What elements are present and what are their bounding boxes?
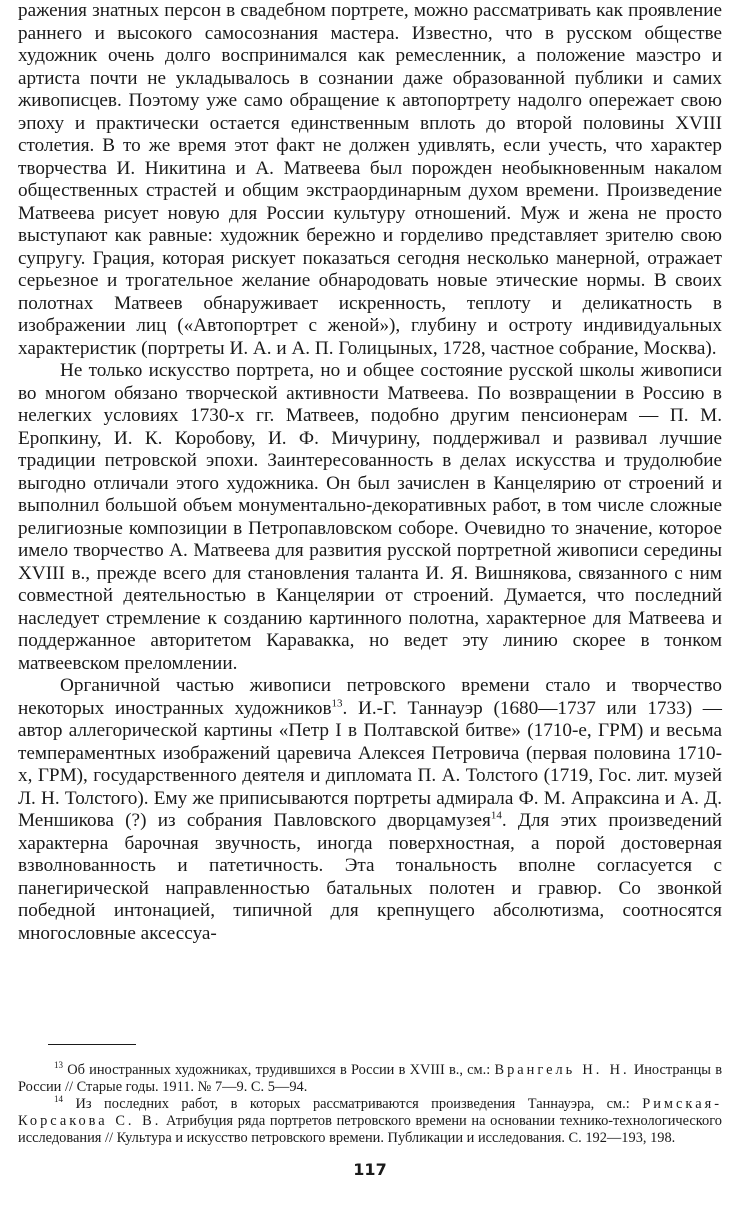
paragraph-3 [18,675,722,945]
footnote-ref-13[interactable]: 13 [331,697,343,710]
footnote-14-author: Римская-Корсакова С. В. [18,1096,722,1129]
footnote-number-14: 14 [54,1094,63,1105]
page-number: 117 [353,1160,387,1179]
footnote-13-text-b: Иностранцы в России // Старые годы. 1911. № 7—9. С. 5—94. [18,1062,722,1095]
footnote-13-author: Врангель Н. Н. [494,1062,630,1078]
footnote-number-13: 13 [54,1060,63,1071]
footnote-14 [18,1096,722,1147]
footnote-13 [18,1062,722,1096]
book-page [18,0,722,1207]
footnote-ref-14[interactable]: 14 [490,809,502,822]
footnote-14-text-b: Атрибуция ряда портретов петровского времени на основании технико-технологического исследования // Культура и искусство петровского времени. Публикации и исследования. С. 192—193, 198. [18,1113,722,1146]
paragraph-3-part-a: Органичной частью живописи петровского времени стало и творчество некоторых иностранных художников [18,675,722,719]
footnote-divider [48,1044,136,1045]
paragraph-3-part-b: . И.-Г. Таннауэр (1680—1737 или 1733) — автор аллегорической картины «Петр I в Полтавской битве» (1710-е, ГРМ) и весьма темпераментных изображений царевича Алексея Петровича (первая половина 1710-х, ГРМ), государственного деятеля и дипломата П. А. Толстого (1719, Гос. лит. музей Л. Н. Толстого). Ему же приписываются портреты адмирала Ф. М. Апраксина и А. Д. Меншикова (?) из собрания Павловского дворцамузея [18,697,722,831]
paragraph-2: Не только искусство портрета, но и общее состояние русской школы живописи во многом обязано творческой активности Матвеева. По возвращении в Россию в нелегких условиях 1730-х гг. Матвеев, подобно другим пенсионерам — П. М. Еропкину, И. К. Коробову, И. Ф. Мичурину, поддерживал и развивал лучшие традиции петровской эпохи. Заинтересованность в делах искусства и трудолюбие выгодно отличали этого художника. Он был зачислен в Канцелярию от строений и выполнил большой объем монументально-декоративных работ, в том числе сложные религиозные композиции в Петропавловском соборе. Очевидно то значение, которое имело творчество А. Матвеева для развития русской портретной живописи середины XVIII в., прежде всего для становления таланта И. Я. Вишнякова, связанного с ним совместной деятельностью в Канцелярии от строений. Думается, что последний наследует стремление к созданию картинного полотна, характерное для Матвеева и поддержанное авторитетом Каравакка, но ведет эту линию скорее в тонком матвеевском преломлении. [18,360,722,674]
main-text [18,0,722,945]
footnote-14-text-a: Из последних работ, в которых рассматриваются произведения Таннауэра, см.: [63,1096,643,1112]
paragraph-3-part-c: . Для этих произведений характерна барочная звучность, иногда поверхностная, а порой достоверная взволнованность и патетичность. Эта тональность вполне согласуется с панегирической направленностью батальных полотен и гравюр. Со звонкой победной интонацией, типичной для крепнущего абсолютизма, соотносятся многословные аксессуа- [18,810,722,944]
paragraph-1: ражения знатных персон в свадебном портрете, можно рассматривать как проявление раннего и высокого самосознания мастера. Известно, что в русском обществе художник очень долго воспринимался как ремесленник, а положение маэстро и артиста почти не укладывалось в сознании даже образованной публики и самих живописцев. Поэтому уже само обращение к автопортрету надолго опережает свою эпоху и практически остается единственным вплоть до второй половины XVIII столетия. В то же время этот факт не должен удивлять, если учесть, что характер творчества И. Никитина и А. Матвеева был порожден необыкновенным накалом общественных страстей и общим экстраординарным духом времени. Произведение Матвеева рисует новую для России культуру отношений. Муж и жена не просто выступают как равные: художник бережно и горделиво представляет зрителю свою супругу. Грация, которая рискует показаться сегодня несколько манерной, отражает серьезное и трогательное желание обнародовать новые этические нормы. В своих полотнах Матвеев обнаруживает искренность, теплоту и деликатность в изображении лиц («Автопортрет с женой»), глубину и остроту индивидуальных характеристик (портреты И. А. и А. П. Голицыных, 1728, частное собрание, Москва). [18,0,722,359]
footnotes [18,1062,722,1147]
footnote-13-text-a: Об иностранных художниках, трудившихся в России в XVIII в., см.: [63,1062,495,1078]
